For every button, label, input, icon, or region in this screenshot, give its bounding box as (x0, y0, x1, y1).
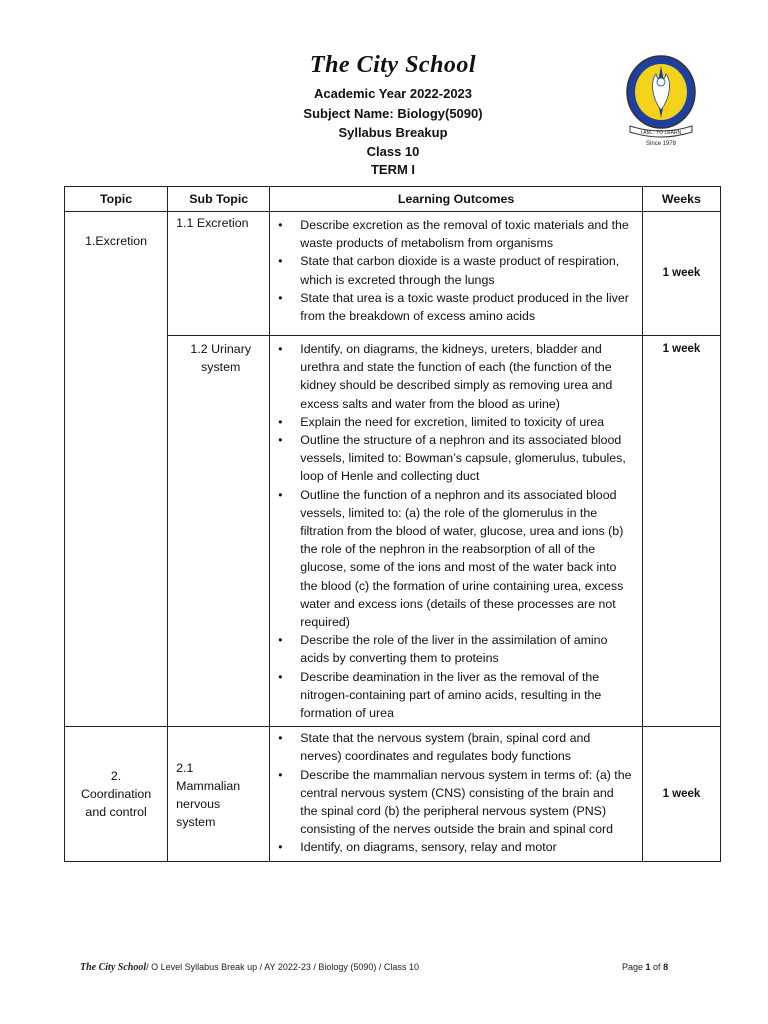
table-row (65, 212, 721, 336)
page-label: Page (622, 962, 646, 972)
topic-title: 1.Excretion (85, 234, 148, 248)
list-item: • State that urea is a toxic waste product produced in the liver from the breakdown of excess amino acids (300, 289, 634, 325)
weeks-cell (642, 336, 720, 727)
list-item: • Describe excretion as the removal of toxic materials and the waste products of metabolism from organisms (300, 216, 634, 252)
subject-name: Subject Name: Biology(5090) (303, 106, 483, 121)
page-of: of (650, 962, 664, 972)
subtopic-cell (168, 727, 270, 861)
page-number (622, 962, 668, 972)
list-item: • Identify, on diagrams, sensory, relay and motor (300, 838, 634, 856)
list-item: • Describe the mammalian nervous system in terms of: (a) the central nervous system (CNS) consisting of the brain and the spinal cord (b) the peripheral nervous system (PNS) consisting of the nerves outside the brain and spinal cord (300, 766, 634, 839)
syllabus-table (64, 186, 721, 862)
page-total: 8 (663, 962, 669, 972)
topic-cell (65, 212, 168, 727)
page-current: 1 (645, 962, 651, 972)
header-learning-outcomes: Learning Outcomes (270, 187, 643, 212)
class-label: Class 10 (366, 144, 420, 159)
outcomes-cell (270, 727, 643, 861)
list-item: • Describe the role of the liver in the assimilation of amino acids by converting them to proteins (300, 631, 634, 667)
list-item: • Explain the need for excretion, limited to toxicity of urea (300, 413, 634, 431)
footer-text: / O Level Syllabus Break up / AY 2022-23 / Biology (5090) / Class 10 (146, 962, 419, 972)
topic-title: 2. Coordination and control (80, 768, 152, 820)
table-header-row (65, 187, 721, 212)
subtopic-name: 1.2 Urinary system (190, 342, 252, 375)
academic-year: Academic Year 2022-2023 (313, 86, 473, 101)
list-item: • State that carbon dioxide is a waste product of respiration, which is excreted through the lungs (300, 252, 634, 288)
footer-school: The City School (80, 962, 147, 973)
subtopic-name: 1.1 Excretion (176, 216, 249, 230)
header-sub-topic: Sub Topic (168, 187, 270, 212)
subtopic-name: 2.1 Mammalian nervous system (176, 760, 241, 830)
header-topic: Topic (65, 187, 168, 212)
weeks-value: 1 week (662, 267, 701, 280)
table-row (65, 727, 721, 861)
list-item: • State that the nervous system (brain, spinal cord and nerves) coordinates and regulates body functions (300, 729, 634, 765)
list-item: • Outline the function of a nephron and its associated blood vessels, limited to: (a) the role of the glomerulus in the filtration from the blood of water, glucose, urea and ions (b) the role of the nephron in the reabsorption of all of the glucose, some of the ions and most of the water back into the blood (c) the formation of urine containing urea, excess water and excess ions (details of these processes are not required) (300, 486, 634, 632)
weeks-cell (642, 727, 720, 861)
weeks-value: 1 week (662, 787, 701, 800)
weeks-cell (642, 212, 720, 336)
header-weeks: Weeks (642, 187, 720, 212)
footer (80, 962, 419, 973)
topic-cell (65, 727, 168, 861)
logo-since: Since 1978 (645, 141, 677, 147)
subtopic-cell (168, 212, 270, 336)
list-item: • Describe deamination in the liver as the removal of the nitrogen-containing part of amino acids, resulting in the formation of urea (300, 668, 634, 723)
term-label: TERM I (370, 162, 416, 177)
outcomes-cell (270, 212, 643, 336)
logo-motto: I AM... TO LEARN (640, 130, 682, 136)
school-logo (612, 52, 710, 148)
outcomes-cell (270, 336, 643, 727)
syllabus-title: Syllabus Breakup (338, 125, 448, 140)
school-name: The City School (309, 52, 477, 78)
weeks-value: 1 week (662, 343, 701, 355)
list-item: • Outline the structure of a nephron and its associated blood vessels, limited to: Bowman’s capsule, glomerulus, tubules, loop of Henle and collecting duct (300, 431, 634, 486)
subtopic-cell (168, 336, 270, 727)
list-item: • Identify, on diagrams, the kidneys, ureters, bladder and urethra and state the function of each (the function of the kidney should be described simply as removing urea and excess salts and water from the blood as urine) (300, 340, 634, 413)
